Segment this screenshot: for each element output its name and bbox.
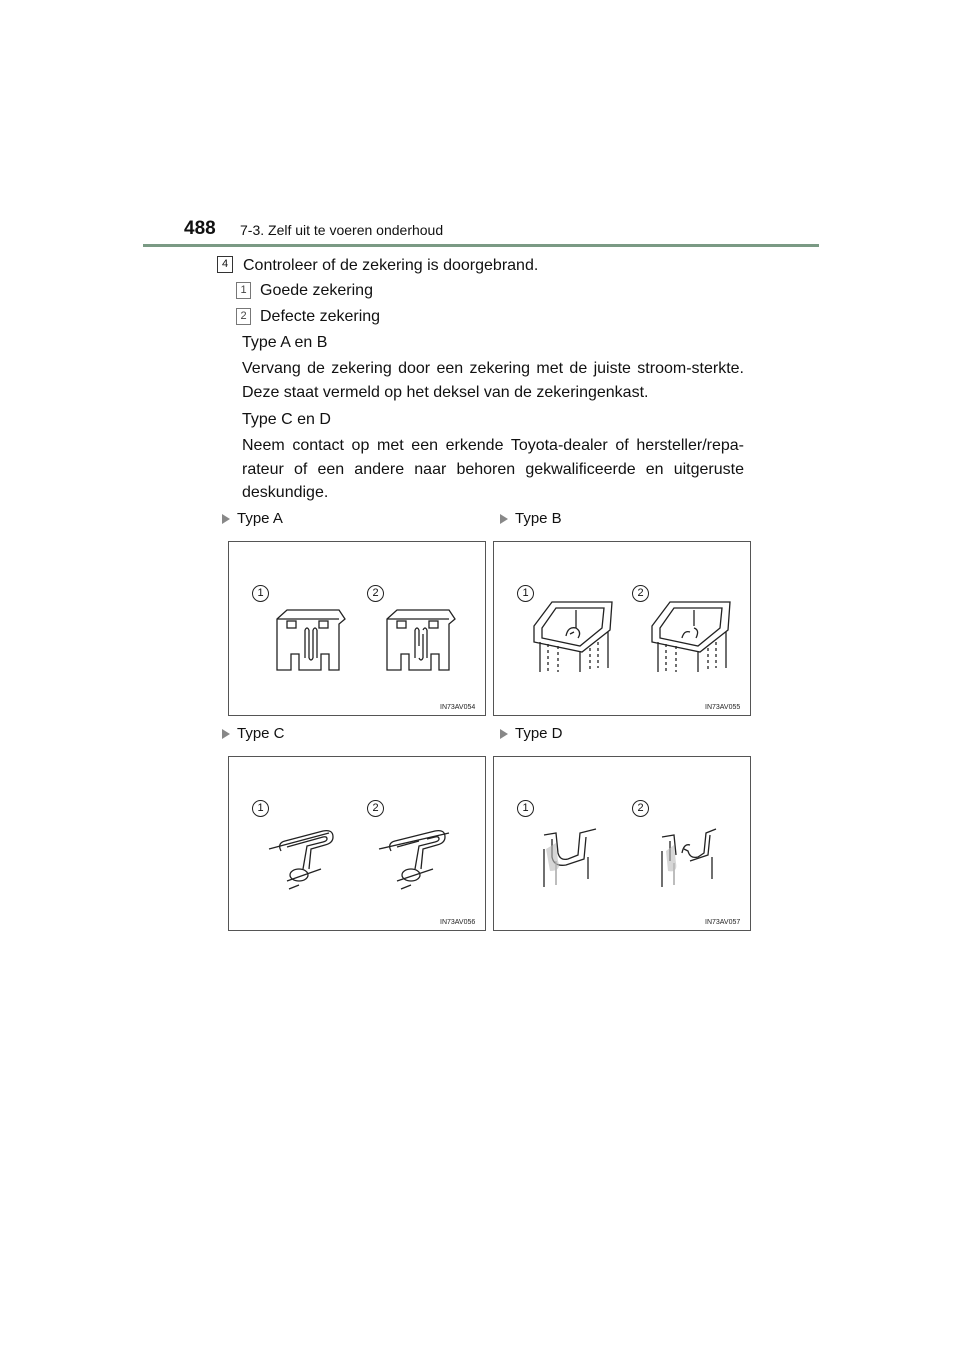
figure-caption-b: Type B — [500, 510, 562, 527]
figure-code: IN73AV054 — [440, 704, 476, 711]
item-defective-fuse: Defecte zekering — [260, 308, 381, 325]
step-number-badge: 4 — [217, 256, 233, 273]
blade-fuse-illustration — [229, 542, 485, 715]
header-rule — [143, 244, 819, 247]
item-number-badge: 1 — [236, 282, 251, 299]
triangle-bullet-icon — [500, 514, 508, 524]
triangle-bullet-icon — [222, 729, 230, 739]
callout-2: 2 — [367, 585, 384, 602]
page-number: 488 — [184, 218, 216, 239]
cartridge-fuse-illustration — [494, 542, 750, 715]
figure-code: IN73AV055 — [705, 704, 741, 711]
fuse-element-illustration — [494, 757, 750, 930]
type-ab-heading: Type A en B — [242, 334, 328, 351]
triangle-bullet-icon — [500, 729, 508, 739]
figure-caption-c: Type C — [222, 725, 285, 742]
callout-1: 1 — [517, 800, 534, 817]
type-cd-heading: Type C en D — [242, 411, 331, 428]
step-title: Controleer of de zekering is doorgebrand. — [243, 257, 539, 274]
callout-1: 1 — [252, 585, 269, 602]
figure-caption-d: Type D — [500, 725, 563, 742]
callout-1: 1 — [517, 585, 534, 602]
figure-type-d — [493, 756, 751, 931]
fusible-link-illustration — [229, 757, 485, 930]
callout-2: 2 — [632, 585, 649, 602]
type-ab-text: Vervang de zekering door een zekering met de juiste stroom-sterkte. Deze staat vermeld op het deksel van de zekeringenkast. — [242, 360, 744, 401]
figure-caption-a: Type A — [222, 510, 283, 527]
figure-type-c — [228, 756, 486, 931]
triangle-bullet-icon — [222, 514, 230, 524]
figure-type-b — [493, 541, 751, 716]
type-cd-text: Neem contact op met een erkende Toyota-dealer of hersteller/repa-rateur of een andere naar behoren gekwalificeerde en uitgeruste deskundige. — [242, 437, 744, 501]
callout-1: 1 — [252, 800, 269, 817]
callout-2: 2 — [367, 800, 384, 817]
item-number-badge: 2 — [236, 308, 251, 325]
section-title: 7-3. Zelf uit te voeren onderhoud — [240, 222, 444, 238]
figure-code: IN73AV057 — [705, 919, 741, 926]
figure-code: IN73AV056 — [440, 919, 476, 926]
item-good-fuse: Goede zekering — [260, 282, 373, 299]
figure-type-a — [228, 541, 486, 716]
callout-2: 2 — [632, 800, 649, 817]
